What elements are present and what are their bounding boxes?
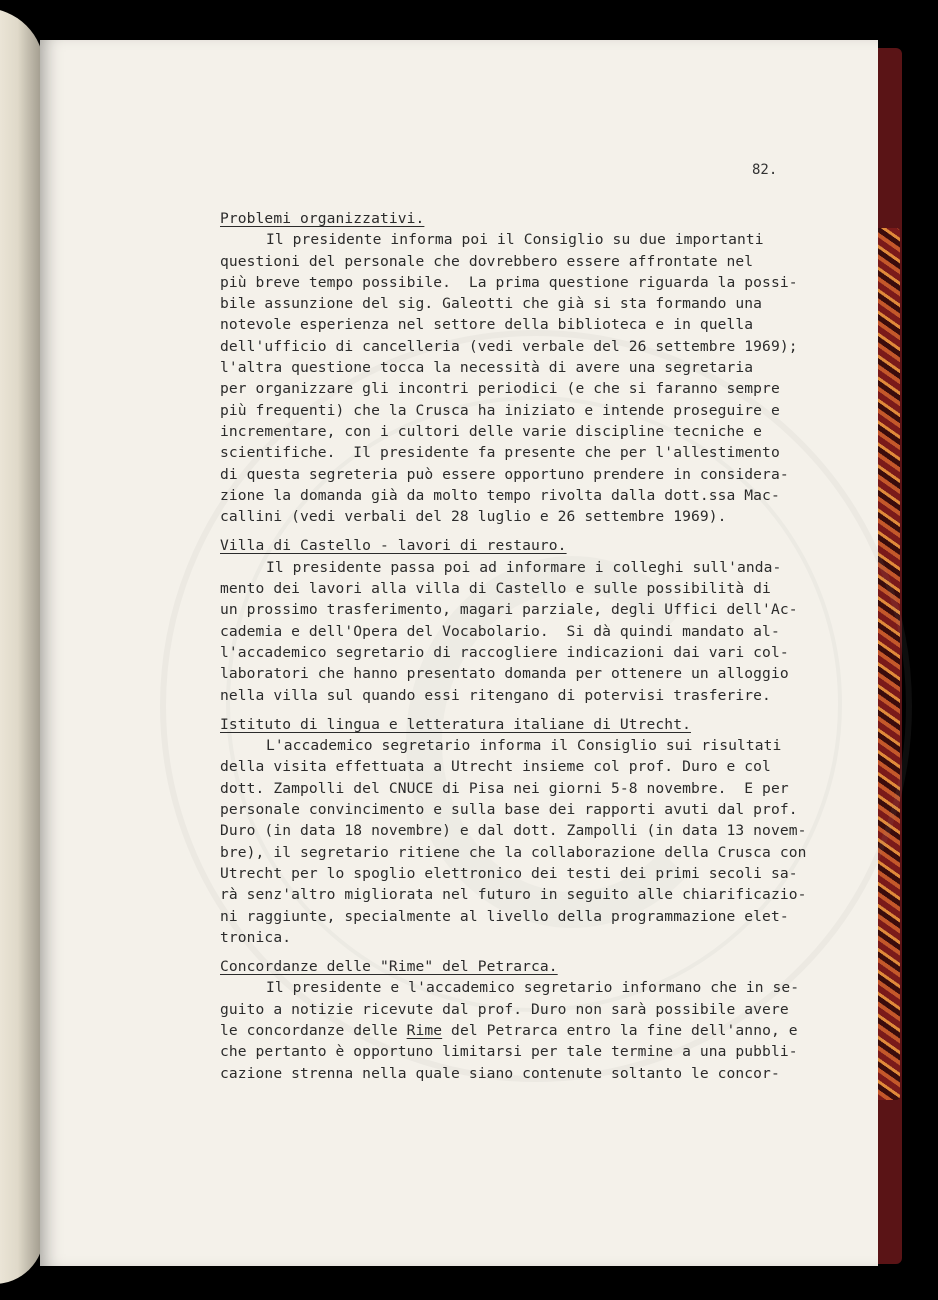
text-line: rà senz'altro migliorata nel futuro in seguito alle chiarificazio- (220, 886, 807, 904)
text-line: Utrecht per lo spoglio elettronico dei testi dei primi secoli sa- (220, 864, 798, 882)
text-line: tronica. (220, 928, 292, 946)
text-fragment: le concordanze delle (220, 1021, 407, 1039)
typed-text (220, 208, 810, 1084)
page-gutter-shadow (0, 8, 44, 1284)
text-line: mento dei lavori alla villa di Castello e sulle possibilità di (220, 580, 771, 598)
text-line: dell'ufficio di cancelleria (vedi verbale del 26 settembre 1969); (220, 337, 798, 355)
text-line: Duro (in data 18 novembre) e dal dott. Zampolli (in data 13 novem- (220, 822, 807, 840)
section-heading: Problemi organizzativi. (220, 210, 425, 227)
text-line: nella villa sul quando essi ritengano di potervisi trasferire. (220, 686, 771, 704)
text-line: un prossimo trasferimento, magari parziale, degli Uffici dell'Ac- (220, 601, 798, 619)
text-line: che pertanto è opportuno limitarsi per tale termine a una pubbli- (220, 1043, 798, 1061)
text-line: della visita effettuata a Utrecht insieme col prof. Duro e col (220, 758, 771, 776)
text-line: l'altra questione tocca la necessità di avere una segretaria (220, 359, 754, 377)
text-line: più frequenti) che la Crusca ha iniziato e intende proseguire e (220, 401, 780, 419)
text-fragment: del Petrarca entro la fine dell'anno, e (442, 1021, 798, 1039)
text-line: cademia e dell'Opera del Vocabolario. Si dà quindi mandato al- (220, 622, 780, 640)
text-line: l'accademico segretario di raccogliere indicazioni dai vari col- (220, 643, 789, 661)
text-line: cazione strenna nella quale siano contenute soltanto le concor- (220, 1064, 780, 1082)
text-line: callini (vedi verbali del 28 luglio e 26 settembre 1969). (220, 508, 727, 526)
text-line: laboratori che hanno presentato domanda per ottenere un alloggio (220, 665, 789, 683)
text-line: notevole esperienza nel settore della biblioteca e in quella (220, 316, 754, 334)
text-line: scientifiche. Il presidente fa presente che per l'allestimento (220, 444, 780, 462)
section-heading: Istituto di lingua e letteratura italiane di Utrecht. (220, 715, 691, 733)
text-line: Il presidente e l'accademico segretario informano che in se- (266, 979, 800, 997)
section-heading: Villa di Castello - lavori di restauro. (220, 537, 567, 555)
text-line: guito a notizie ricevute dal prof. Duro non sarà possibile avere (220, 1000, 789, 1018)
text-line: zione la domanda già da molto tempo rivolta dalla dott.ssa Mac- (220, 486, 780, 504)
page-number: 82. (752, 162, 778, 178)
text-line: incrementare, con i cultori delle varie discipline tecniche e (220, 422, 763, 440)
text-line: ni raggiunte, specialmente al livello della programmazione elet- (220, 907, 789, 925)
text-line: Il presidente passa poi ad informare i colleghi sull'anda- (266, 558, 782, 576)
text-line: bre), il segretario ritiene che la collaborazione della Crusca con (220, 843, 807, 861)
text-line: questioni del personale che dovrebbero essere affrontate nel (220, 252, 754, 270)
text-line: Il presidente informa poi il Consiglio su due importanti (266, 231, 764, 249)
text-line: L'accademico segretario informa il Consiglio sui risultati (266, 737, 782, 755)
text-line: dott. Zampolli del CNUCE di Pisa nei giorni 5-8 novembre. E per (220, 779, 789, 797)
text-line: di questa segreteria può essere opportuno prendere in considera- (220, 465, 789, 483)
text-line (220, 1020, 810, 1041)
text-line: personale convincimento e sulla base dei rapporti avuti dal prof. (220, 801, 798, 819)
text-line: più breve tempo possibile. La prima questione riguarda la possi- (220, 273, 798, 291)
text-line: per organizzare gli incontri periodici (e che si faranno sempre (220, 380, 780, 398)
text-line: bile assunzione del sig. Galeotti che già si sta formando una (220, 295, 763, 313)
underlined-title: Rime (406, 1021, 443, 1039)
section-heading: Concordanze delle "Rime" del Petrarca. (220, 958, 558, 976)
